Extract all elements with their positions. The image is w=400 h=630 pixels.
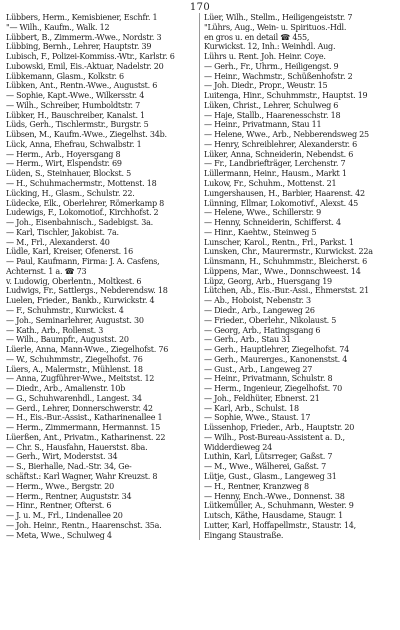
directory-entry-line: — Paul, Kaufmann, Firma: J. A. Casfens, — [6, 257, 160, 267]
directory-entry-line: — Wilh., Schreiber, Humboldtstr. 7 — [6, 100, 140, 110]
directory-entry-line: — G., Schuhwarenhdl., Langest. 34 — [6, 393, 142, 403]
directory-entry-line: — Gerh., Hauptlehrer, Ziegelhofst. 74 — [204, 345, 349, 355]
directory-entry-line: Lübbing, Bernh., Lehrer, Hauptstr. 39 — [6, 42, 152, 52]
directory-entry-line: Lungershausen, H., Barbier, Haarenst. 42 — [204, 188, 365, 198]
directory-entry-line: Ludwigs, Fr., Sattlergs., Nebderendsw. 18 — [6, 286, 168, 296]
directory-entry-line: Lübken, Ant., Rentn.-Wwe., Augustst. 6 — [6, 81, 158, 91]
directory-entry-line: — Fr., Landbriefträger, Lerchenstr. 7 — [204, 159, 346, 169]
directory-entry-line: Lüds, Gerh., Tischlermstr., Burgstr. 5 — [6, 120, 149, 130]
directory-entry-line: — Herm., Wwe., Bergstr. 20 — [6, 481, 114, 491]
directory-entry-line: Lüpz, Georg, Arb., Huersgang 19 — [204, 276, 332, 286]
directory-entry-line: — Hinr., Kaehtw., Steinweg 5 — [204, 227, 317, 237]
left-column — [6, 13, 200, 540]
directory-entry-line: — W., Schuhmmstr., Ziegelhofst. 76 — [6, 354, 143, 364]
directory-entry-line: schäftst.: Karl Wagner, Wahr Kreuzst. 8 — [6, 471, 158, 481]
directory-entry-line: Lüer, Wilh., Stellm., Heiligengeiststr. 7 — [204, 13, 353, 22]
directory-entry-line: Kurwickst. 12, Inh.: Weinhdl. Aug. — [204, 42, 336, 52]
directory-entry-line: — J. u. M., Frl., Lindenallee 20 — [6, 511, 123, 521]
directory-entry-line: — Gerh., Fr., Uhrm., Heiligengst. 9 — [204, 61, 339, 71]
directory-entry-line: — Gust., Arb., Langeweg 27 — [204, 364, 313, 374]
directory-entry-line: Lüdecke, Elk., Oberlehrer, Römerkamp 8 — [6, 198, 165, 208]
directory-entry-line: — F., Schuhmstr., Kurwickst. 4 — [6, 305, 124, 315]
directory-entry-line: Lübker, H., Bauschreiber, Kanalst. 1 — [6, 110, 145, 120]
directory-entry-line: Lukow, Fr., Schuhm., Mottenst. 21 — [204, 179, 337, 189]
directory-entry-line: "Lührs, Aug., Wein- u. Spirituos.-Hdl. — [204, 22, 347, 32]
directory-entry-line: — Herm., Zimmermann, Hermannst. 15 — [6, 423, 161, 433]
directory-columns — [6, 13, 394, 540]
directory-entry-line: — H., Rentner, Kranzweg 8 — [204, 481, 309, 491]
directory-entry-line: Achternst. 1 a. ☎ 73 — [6, 266, 87, 276]
directory-entry-line: Ludewigs, F., Lokomotiof., Kirchhofst. 2 — [6, 208, 159, 218]
directory-entry-line: — Chr. S., Hausfahn, Hauerstst. 8ba. — [6, 442, 148, 452]
directory-entry-line: Lunscher, Karol., Rentn., Frl., Parkst. 1 — [204, 237, 354, 247]
directory-entry-line: — Karl, Tischler, Jakobist. 7a. — [6, 227, 119, 237]
directory-entry-line: Lüssenhop, Frieder., Arb., Hauptstr. 20 — [204, 423, 355, 433]
directory-entry-line: — Georg, Arb., Hatingsgang 6 — [204, 325, 321, 335]
directory-entry-line: — S., Bierhalle, Nad.-Str. 34, Ge- — [6, 462, 132, 472]
directory-entry-line: — Ab., Hoboist, Nebenstr. 3 — [204, 296, 311, 306]
directory-entry-line: — Karl, Arb., Schulst. 18 — [204, 403, 299, 413]
directory-entry-line: — Henny, Ench.-Wwe., Donnenst. 38 — [204, 491, 345, 501]
directory-entry-line: Lünsmann, H., Schuhmmstr., Bleicherst. 6 — [204, 257, 367, 267]
directory-entry-line: — Henry, Schreiblehrer, Alexanderstr. 6 — [204, 139, 357, 149]
directory-entry-line: Lüerle, Anna, Mann-Wwe., Ziegelhofst. 76 — [6, 345, 169, 355]
directory-entry-line: — Frieder., Oberlehr., Nikolaust. 5 — [204, 315, 337, 325]
directory-entry-line: Eingang Staustraße. — [204, 530, 284, 540]
directory-entry-line: Lubisch, F., Polizei-Kommiss.-Wtr., Karlstr. 6 — [6, 52, 175, 62]
directory-entry-line: — Helene, Wwe., Arb., Nebberendsweg 25 — [204, 130, 369, 140]
directory-entry-line: — Joh. Diedr., Propr., Weustr. 15 — [204, 81, 328, 91]
directory-entry-line: Lütchen, Ab., Eis.-Bur.-Assi., Ehmerstst. 21 — [204, 286, 370, 296]
directory-entry-line: Lünning, Ellmar, Lokomotivf., Alexst. 45 — [204, 198, 358, 208]
directory-entry-line: — Gerh., Arb., Stau 31 — [204, 335, 292, 345]
directory-entry-line: — Herm., Wirt, Elspendstr. 69 — [6, 159, 122, 169]
directory-entry-line: Lüllermann, Heinr., Hausm., Markt 1 — [204, 169, 347, 179]
directory-entry-line: — Gerd., Lehrer, Donnerschwerstr. 42 — [6, 403, 153, 413]
directory-entry-line: — Hinr., Rentner, Ofterst. 6 — [6, 501, 112, 511]
directory-entry-line: — Sophie, Kapt.-Wwe., Wilkersstr. 4 — [6, 91, 145, 101]
directory-entry-line: — Heinr., Privatmann, Stau 11 — [204, 120, 322, 130]
directory-entry-line: — Helene, Wwe., Schillerstr. 9 — [204, 208, 321, 218]
directory-entry-line: Luthin, Karl, Lütsrreger, Gaßst. 7 — [204, 452, 333, 462]
directory-entry-line: — Henny, Schneiderin, Schifferst. 4 — [204, 218, 341, 228]
directory-entry-line: Luitenga, Hinr., Schuhmmstr., Hauptst. 19 — [204, 91, 368, 101]
directory-entry-line: — Heinr., Privatmann, Schulstr. 8 — [204, 374, 333, 384]
directory-entry-line: v. Ludowig, Oberlentn., Moltkest. 6 — [6, 276, 142, 286]
directory-entry-line: — Wilh., Baumpfr., Augustst. 20 — [6, 335, 129, 345]
directory-entry-line: Lütje, Gust., Glasm., Langeweg 31 — [204, 471, 337, 481]
directory-entry-line: Lütkemüller, A., Schuhmann, Wester. 9 — [204, 501, 354, 511]
directory-entry-line: Lunsken, Chr., Maurermstr., Kurwickst. 22a — [204, 247, 373, 257]
page-number: 170 — [189, 2, 211, 13]
directory-entry-line: — Joh. Heinr., Rentn., Haarenschst. 35a. — [6, 520, 162, 530]
directory-entry-line: Lück, Anna, Ehefrau, Schwalbstr. 1 — [6, 139, 142, 149]
directory-entry-line: — Gerh., Wirt, Moderstst. 34 — [6, 452, 118, 462]
directory-entry-line: Lüerßen, Ant., Privatm., Katharinenst. 22 — [6, 432, 166, 442]
directory-entry-line: — Kath., Arb., Rollenst. 3 — [6, 325, 104, 335]
directory-entry-line: — Herm., Rentner, Auguststr. 34 — [6, 491, 132, 501]
directory-entry-line: Lüdle, Karl, Kreiser, Ofenerst. 16 — [6, 247, 133, 257]
directory-entry-line: Lutter, Karl, Hoffapellmstr., Staustr. 14, — [204, 520, 356, 530]
directory-entry-line: Lüker, Anna, Schneiderin, Nebendst. 6 — [204, 149, 354, 159]
directory-entry-line: Lüers, A., Malermstr., Mühlenst. 18 — [6, 364, 143, 374]
directory-entry-line: Lübkemann, Glasm., Kolkstr. 6 — [6, 71, 124, 81]
right-column — [203, 13, 394, 540]
directory-entry-line: Lübbert, B., Zimmerm.-Wwe., Nordstr. 3 — [6, 32, 162, 42]
directory-entry-line: Lücking, H., Glasm., Schulstr. 22. — [6, 188, 135, 198]
directory-entry-line: Lüppens, Mar., Wwe., Donnschweest. 14 — [204, 266, 361, 276]
directory-entry-line: — Herm., Ingenieur, Ziegelhofst. 70 — [204, 384, 342, 394]
directory-entry-line: Lüden, S., Steinhauer, Blockst. 5 — [6, 169, 131, 179]
directory-entry-line: — Heinr., Wachmstr., Schüßenhofstr. 2 — [204, 71, 353, 81]
directory-entry-line: — Joh., Eisenbahnisch., Sadebigst. 3a. — [6, 218, 153, 228]
directory-entry-line: "— Wilh., Kaufm., Walk. 12 — [6, 22, 110, 32]
directory-entry-line: — Diedr., Arb., Amalienstr. 10b — [6, 384, 126, 394]
directory-entry-line: — M., Frl., Alexanderst. 40 — [6, 237, 110, 247]
directory-entry-line: Luelen, Frieder., Bankb., Kurwickstr. 4 — [6, 296, 155, 306]
directory-entry-line: — M., Wwe., Wälherei, Gaßst. 7 — [204, 462, 326, 472]
directory-entry-line: — Gerh., Maurerges., Kanonenstst. 4 — [204, 354, 348, 364]
directory-entry-line: — Diedr., Arb., Langeweg 26 — [204, 305, 315, 315]
directory-entry-line: Lübsen, M., Kaufm.-Wwe., Ziegelhst. 34b. — [6, 130, 167, 140]
directory-entry-line: — Meta, Wwe., Schulweg 4 — [6, 530, 112, 540]
directory-entry-line: Widderdieweg 24 — [204, 442, 272, 452]
directory-entry-line: — Anna, Zugführer-Wwe., Meitstst. 12 — [6, 374, 155, 384]
directory-entry-line: — H., Schuhmachermstr., Mottenst. 18 — [6, 179, 157, 189]
directory-entry-line: Lüken, Christ., Lehrer, Schulweg 6 — [204, 100, 339, 110]
directory-entry-line: — Herm., Arb., Hoyersgang 8 — [6, 149, 121, 159]
directory-entry-line: Lübbers, Herm., Kemisbiener, Eschfr. 1 — [6, 13, 158, 22]
directory-entry-line: — Haje, Stallb., Haarenesschstr. 18 — [204, 110, 341, 120]
directory-entry-line: en gros u. en detail ☎ 455, — [204, 32, 310, 42]
directory-entry-line: — Sophie, Wwe., Staust. 17 — [204, 413, 311, 423]
directory-entry-line: — Wilh., Post-Bureau-Assistent a. D., — [204, 432, 345, 442]
directory-entry-line: — H., Eis.-Bur.-Assist., Katharinenallee 1 — [6, 413, 163, 423]
directory-entry-line: Lutsch, Käthe, Hausdame, Staugr. 1 — [204, 511, 343, 521]
directory-entry-line: — Joh., Feldhüter, Ebnerst. 21 — [204, 393, 320, 403]
directory-entry-line: — Joh., Seminarlehrer, Augustst. 30 — [6, 315, 144, 325]
directory-entry-line: Lubowski, Emil, Eis.-Aktuar, Nadelstr. 20 — [6, 61, 164, 71]
directory-entry-line: Lührs u. Rent. Joh. Heinr. Coye. — [204, 52, 326, 62]
